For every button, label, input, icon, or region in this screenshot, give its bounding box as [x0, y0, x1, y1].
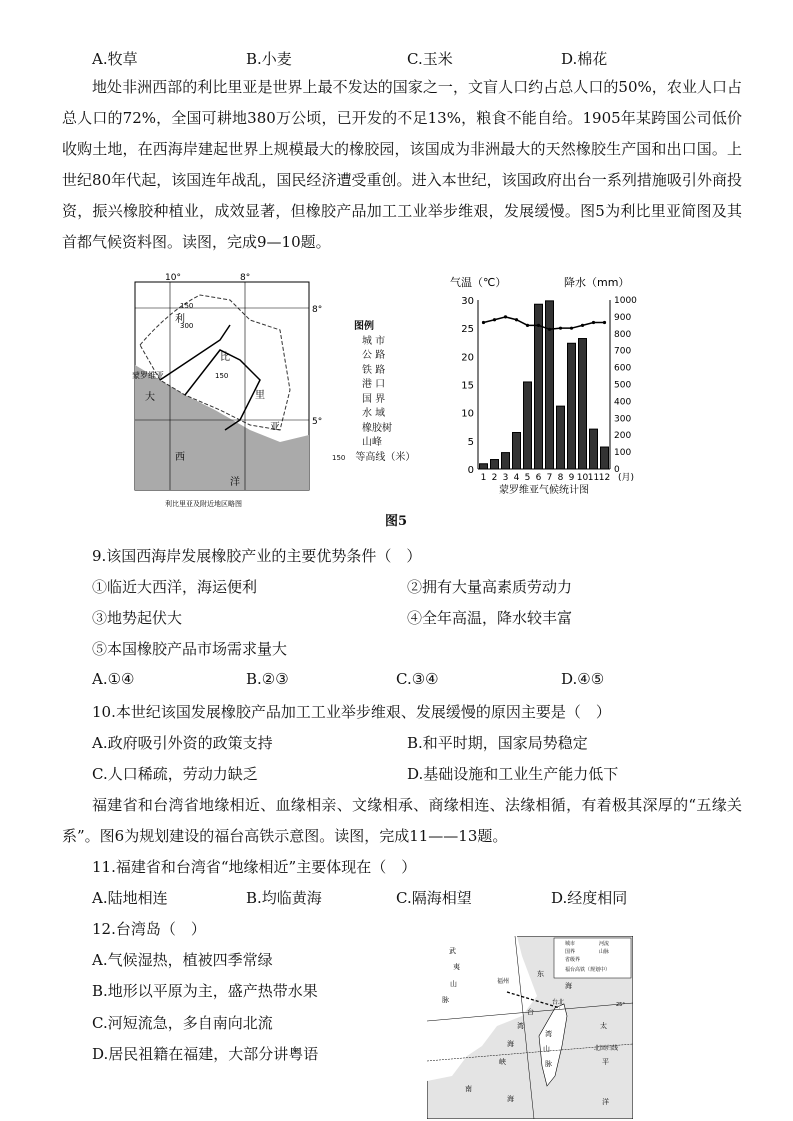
svg-text:利: 利 [175, 314, 185, 325]
svg-text:比: 比 [220, 352, 230, 363]
y-tick-left: 20 [461, 352, 474, 364]
option-c: C.河短流急，多自南向北流 [92, 1014, 273, 1032]
x-tick: 9 [568, 473, 575, 483]
svg-text:8°: 8° [312, 305, 323, 315]
y-tick-right: 200 [614, 431, 632, 442]
svg-text:山: 山 [543, 1045, 550, 1053]
option-a: A.气候湿热，植被四季常绿 [92, 951, 273, 969]
x-tick: 7 [546, 473, 553, 483]
svg-text:海: 海 [565, 982, 572, 990]
precipitation-bar [601, 447, 609, 469]
y-tick-right: 800 [614, 329, 632, 340]
svg-text:亚: 亚 [270, 422, 280, 433]
precipitation-bar [535, 304, 543, 469]
svg-text:东: 东 [537, 970, 544, 978]
svg-text:洋: 洋 [230, 477, 240, 488]
option-c: C.隔海相望 [396, 889, 472, 907]
liberia-map [130, 270, 330, 510]
temperature-line [484, 317, 605, 329]
x-tick: 3 [502, 473, 509, 483]
y-tick-right: 500 [614, 380, 632, 391]
option-c: C.③④ [396, 670, 439, 688]
svg-text:150: 150 [215, 372, 229, 380]
passage-liberia: 地处非洲西部的利比里亚是世界上最不发达的国家之一，文盲人口约占总人口的50%，农业人口占总人口的72%，全国可耕地380万公顷，已开发的不足13%，粮食不能自给。1905年某跨国公司低价收购土地，在西海岸建起世界上规模最大的橡胶园，该国成为非洲最大的天然橡胶生产国和出口国。上世纪80年代起，该国连年战乱，国民经济遭受重创。进入本世纪，该国政府出台一系列措施吸引外商投资，振兴橡胶种植业，成效显著，但橡胶产品加工工业举步维艰，发展缓慢。图5为利比里亚简图及其首都气候资料图。读图，完成9—10题。 [62, 78, 742, 251]
svg-text:峡: 峡 [499, 1058, 506, 1066]
svg-text:福州: 福州 [497, 978, 510, 985]
y-axis-right-label: 降水（mm） [564, 276, 630, 289]
precipitation-bar [557, 406, 565, 469]
option-d: D.居民祖籍在福建，大部分讲粤语 [92, 1045, 319, 1063]
svg-text:台: 台 [527, 1008, 534, 1016]
precipitation-bar [568, 343, 576, 469]
fujian-taiwan-map [427, 936, 633, 1119]
precipitation-bar [491, 460, 499, 469]
svg-text:西: 西 [175, 452, 185, 463]
q9-item: ③地势起伏大 [92, 609, 183, 627]
svg-text:10°: 10° [165, 273, 181, 283]
svg-text:洋: 洋 [602, 1098, 609, 1106]
x-tick: 10 [576, 473, 589, 483]
x-tick: 1 [480, 473, 487, 483]
svg-text:海: 海 [507, 1095, 514, 1103]
svg-text:省级界: 省级界 [565, 957, 581, 963]
option-a: A.政府吸引外资的政策支持 [92, 734, 273, 752]
svg-text:国界: 国界 [565, 949, 576, 955]
q12-stem: 12.台湾岛（ ） [92, 920, 206, 938]
y-tick-left: 0 [467, 465, 474, 476]
svg-text:蒙罗维亚: 蒙罗维亚 [132, 371, 164, 380]
x-tick: 8 [557, 473, 564, 483]
option-c: C.人口稀疏，劳动力缺乏 [92, 765, 258, 783]
option-d: D.基础设施和工业生产能力低下 [407, 765, 619, 783]
option-b: B.地形以平原为主，盛产热带水果 [92, 982, 318, 1000]
y-tick-left: 25 [461, 324, 474, 336]
x-tick: 5 [524, 473, 531, 483]
svg-text:湾: 湾 [517, 1022, 524, 1030]
svg-text:河流: 河流 [599, 941, 610, 947]
precipitation-bar [480, 464, 488, 469]
svg-text:5°: 5° [312, 417, 323, 427]
option-c: C.玉米 [407, 50, 453, 68]
y-tick-left: 30 [461, 296, 474, 307]
svg-text:南: 南 [465, 1085, 472, 1093]
precipitation-bar [513, 432, 521, 469]
option-b: B.②③ [246, 670, 289, 688]
svg-text:脉: 脉 [545, 1060, 552, 1068]
q11-stem: 11.福建省和台湾省“地缘相近”主要体现在（ ） [92, 858, 417, 876]
svg-text:8°: 8° [240, 273, 251, 283]
y-tick-left: 10 [461, 408, 474, 420]
y-tick-left: 15 [461, 380, 474, 392]
q10-stem: 10.本世纪该国发展橡胶产品加工工业举步维艰、发展缓慢的原因主要是（ ） [92, 703, 611, 721]
precipitation-bar [524, 382, 532, 469]
x-axis-label: (月) [618, 473, 635, 483]
x-tick: 12 [598, 473, 611, 483]
climate-chart [450, 272, 640, 504]
y-axis-left-label: 气温（℃） [450, 276, 507, 289]
x-tick: 2 [491, 473, 498, 483]
option-b: B.均临黄海 [246, 889, 322, 907]
y-tick-right: 600 [614, 363, 632, 374]
y-tick-right: 300 [614, 414, 632, 425]
q9-item: ⑤本国橡胶产品市场需求量大 [92, 640, 288, 658]
svg-text:海: 海 [507, 1040, 514, 1048]
passage-fujian-taiwan: 福建省和台湾省地缘相近、血缘相亲、文缘相承、商缘相连、法缘相循，有着极其深厚的“五缘关系”。图6为规划建设的福台高铁示意图。读图，完成11——13题。 [62, 796, 742, 845]
q9-item: ④全年高温，降水较丰富 [407, 609, 573, 627]
x-tick: 4 [513, 473, 520, 483]
figure-5-label: 图5 [385, 514, 408, 529]
option-d: D.④⑤ [561, 670, 605, 688]
svg-text:太: 太 [600, 1022, 607, 1030]
svg-text:300: 300 [180, 322, 194, 330]
svg-text:山: 山 [450, 980, 457, 988]
precipitation-bar [546, 301, 554, 469]
q9-item: ①临近大西洋，海运便利 [92, 578, 258, 596]
svg-text:台北: 台北 [552, 999, 565, 1006]
svg-text:湾: 湾 [545, 1030, 552, 1038]
option-a: A.①④ [92, 670, 135, 688]
option-b: B.小麦 [246, 50, 292, 68]
svg-text:夷: 夷 [453, 963, 460, 971]
y-tick-right: 100 [614, 448, 632, 459]
svg-text:利比里亚及附近地区略图: 利比里亚及附近地区略图 [165, 500, 242, 508]
svg-text:脉: 脉 [442, 996, 449, 1004]
q9-item: ②拥有大量高素质劳动力 [407, 578, 573, 596]
svg-text:大: 大 [145, 392, 155, 403]
option-a: A.牧草 [92, 50, 138, 68]
y-tick-left: 5 [467, 436, 474, 448]
svg-text:山脉: 山脉 [599, 949, 610, 955]
y-tick-right: 900 [614, 312, 632, 323]
precipitation-bar [502, 453, 510, 469]
option-a: A.陆地相连 [92, 889, 168, 907]
svg-text:北回归线: 北回归线 [594, 1045, 619, 1052]
option-b: B.和平时期，国家局势稳定 [407, 734, 588, 752]
map-legend: 图例 城 市 公 路 铁 路 港 口 国 界 水 域 橡胶树 山峰 150 等高线（米） [332, 321, 416, 463]
precipitation-bar [579, 339, 587, 469]
x-tick: 11 [587, 473, 600, 483]
option-d: D.经度相同 [551, 889, 628, 907]
chart-title: 蒙罗维亚气候统计图 [499, 485, 589, 496]
q9-stem: 9.该国西海岸发展橡胶产业的主要优势条件（ ） [92, 547, 422, 565]
svg-text:城市: 城市 [565, 941, 576, 947]
x-tick: 6 [535, 473, 542, 483]
svg-text:25°: 25° [616, 1002, 625, 1008]
y-tick-right: 1000 [614, 296, 637, 306]
svg-text:里: 里 [255, 390, 265, 401]
svg-text:武: 武 [449, 947, 456, 955]
y-tick-right: 700 [614, 346, 632, 357]
option-d: D.棉花 [561, 50, 608, 68]
svg-text:福台高铁（规划中）: 福台高铁（规划中） [565, 967, 611, 973]
svg-text:150: 150 [180, 302, 194, 310]
y-tick-right: 0 [614, 465, 620, 475]
precipitation-bar [590, 429, 598, 469]
svg-text:平: 平 [602, 1058, 609, 1066]
y-tick-right: 400 [614, 397, 632, 408]
